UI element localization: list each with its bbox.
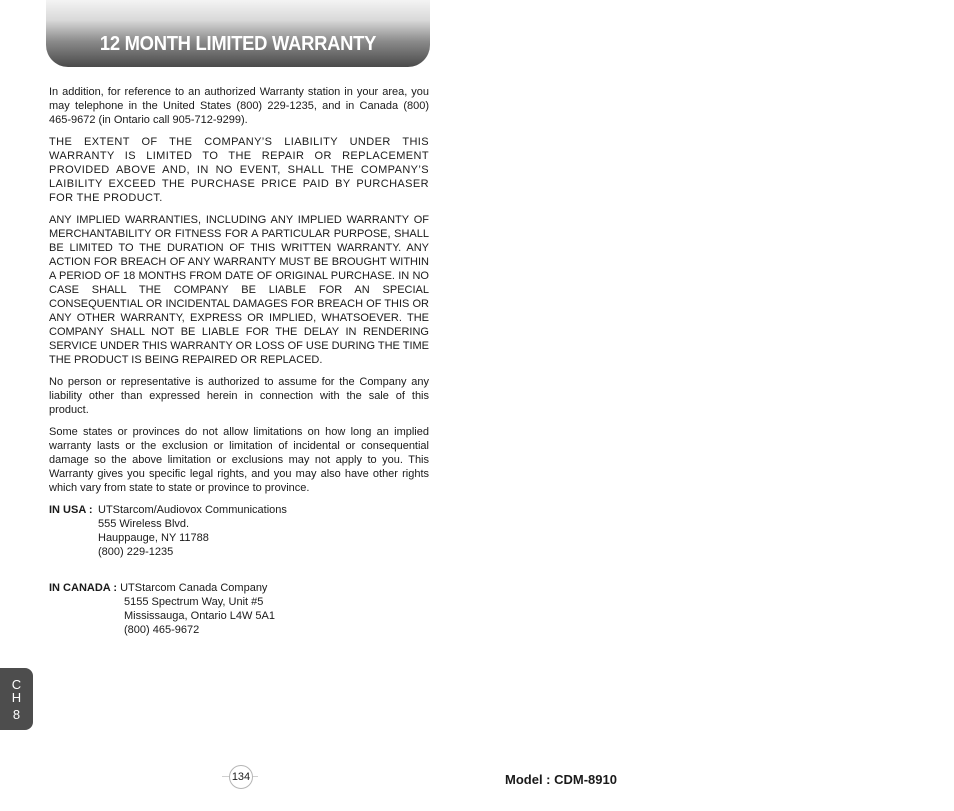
address-usa-line-2: 555 Wireless Blvd. — [98, 518, 190, 530]
address-usa — [49, 503, 429, 559]
page-number: 134 — [229, 765, 253, 789]
warranty-body — [49, 85, 429, 637]
address-canada-label: IN CANADA : — [49, 582, 121, 594]
address-canada-line-2: 5155 Spectrum Way, Unit #5 — [124, 596, 264, 608]
paragraph-state-rights: Some states or provinces do not allow limitations on how long an implied warranty lasts or the exclusion or limitation of incidental or consequential damage so the above limitation or exclusions may not apply to you. This Warranty gives you specific legal rights, and you may also have other rights which vary from state to state or province to province. — [49, 426, 429, 494]
address-usa-line-1: UTStarcom/Audiovox Communications — [98, 504, 287, 516]
address-usa-line-4: (800) 229-1235 — [98, 546, 174, 558]
address-canada-line-1: UTStarcom Canada Company — [120, 582, 268, 594]
chapter-tab-letter-h: H — [11, 689, 22, 705]
model-label: Model : CDM-8910 — [505, 772, 617, 787]
paragraph-representatives: No person or representative is authorized to assume for the Company any liability other than expressed herein in connection with the sale of this product. — [49, 376, 429, 416]
chapter-tab-number: 8 — [12, 706, 21, 722]
page-title: 12 MONTH LIMITED WARRANTY — [99, 33, 377, 55]
paragraph-liability: THE EXTENT OF THE COMPANY’S LIABILITY UNDER THIS WARRANTY IS LIMITED TO THE REPAIR OR REPLACEMENT PROVIDED ABOVE AND, IN NO EVENT, SHALL THE COMPANY’S LAIBILITY EXCEED THE PURCHASE PRICE PAID BY PURCHASER FOR THE PRODUCT. — [49, 136, 429, 204]
page-number-badge — [222, 765, 258, 789]
address-canada-line-4: (800) 465-9672 — [124, 624, 200, 636]
chapter-tab — [0, 668, 33, 730]
chapter-tab-letter-c: C — [11, 676, 22, 692]
address-usa-line-3: Hauppauge, NY 11788 — [98, 532, 209, 544]
address-canada — [49, 581, 429, 637]
address-usa-label: IN USA : — [49, 504, 96, 516]
paragraph-contact: In addition, for reference to an authorized Warranty station in your area, you may telephone in the United States (800) 229-1235, and in Canada (800) 465-9672 (in Ontario call 905-712-9299). — [49, 86, 429, 126]
paragraph-implied-warranties: ANY IMPLIED WARRANTIES, INCLUDING ANY IMPLIED WARRANTY OF MERCHANTABILITY OR FITNESS FOR A PARTICULAR PURPOSE, SHALL BE LIMITED TO THE DURATION OF THIS WRITTEN WARRANTY. ANY ACTION FOR BREACH OF ANY WARRANTY MUST BE BROUGHT WITHIN A PERIOD OF 18 MONTHS FROM DATE OF ORIGINAL PURCHASE. IN NO CASE SHALL THE COMPANY BE LIABLE FOR AN SPECIAL CONSEQUENTIAL OR INCIDENTAL DAMAGES FOR BREACH OF THIS OR ANY OTHER WARRANTY, EXPRESS OR IMPLIED, WHATSOEVER. THE COMPANY SHALL NOT BE LIABLE FOR THE DELAY IN RENDERING SERVICE UNDER THIS WARRANTY OR LOSS OF USE DURING THE TIME THE PRODUCT IS BEING REPAIRED OR REPLACED. — [49, 214, 429, 366]
address-canada-line-3: Mississauga, Ontario L4W 5A1 — [124, 610, 276, 622]
